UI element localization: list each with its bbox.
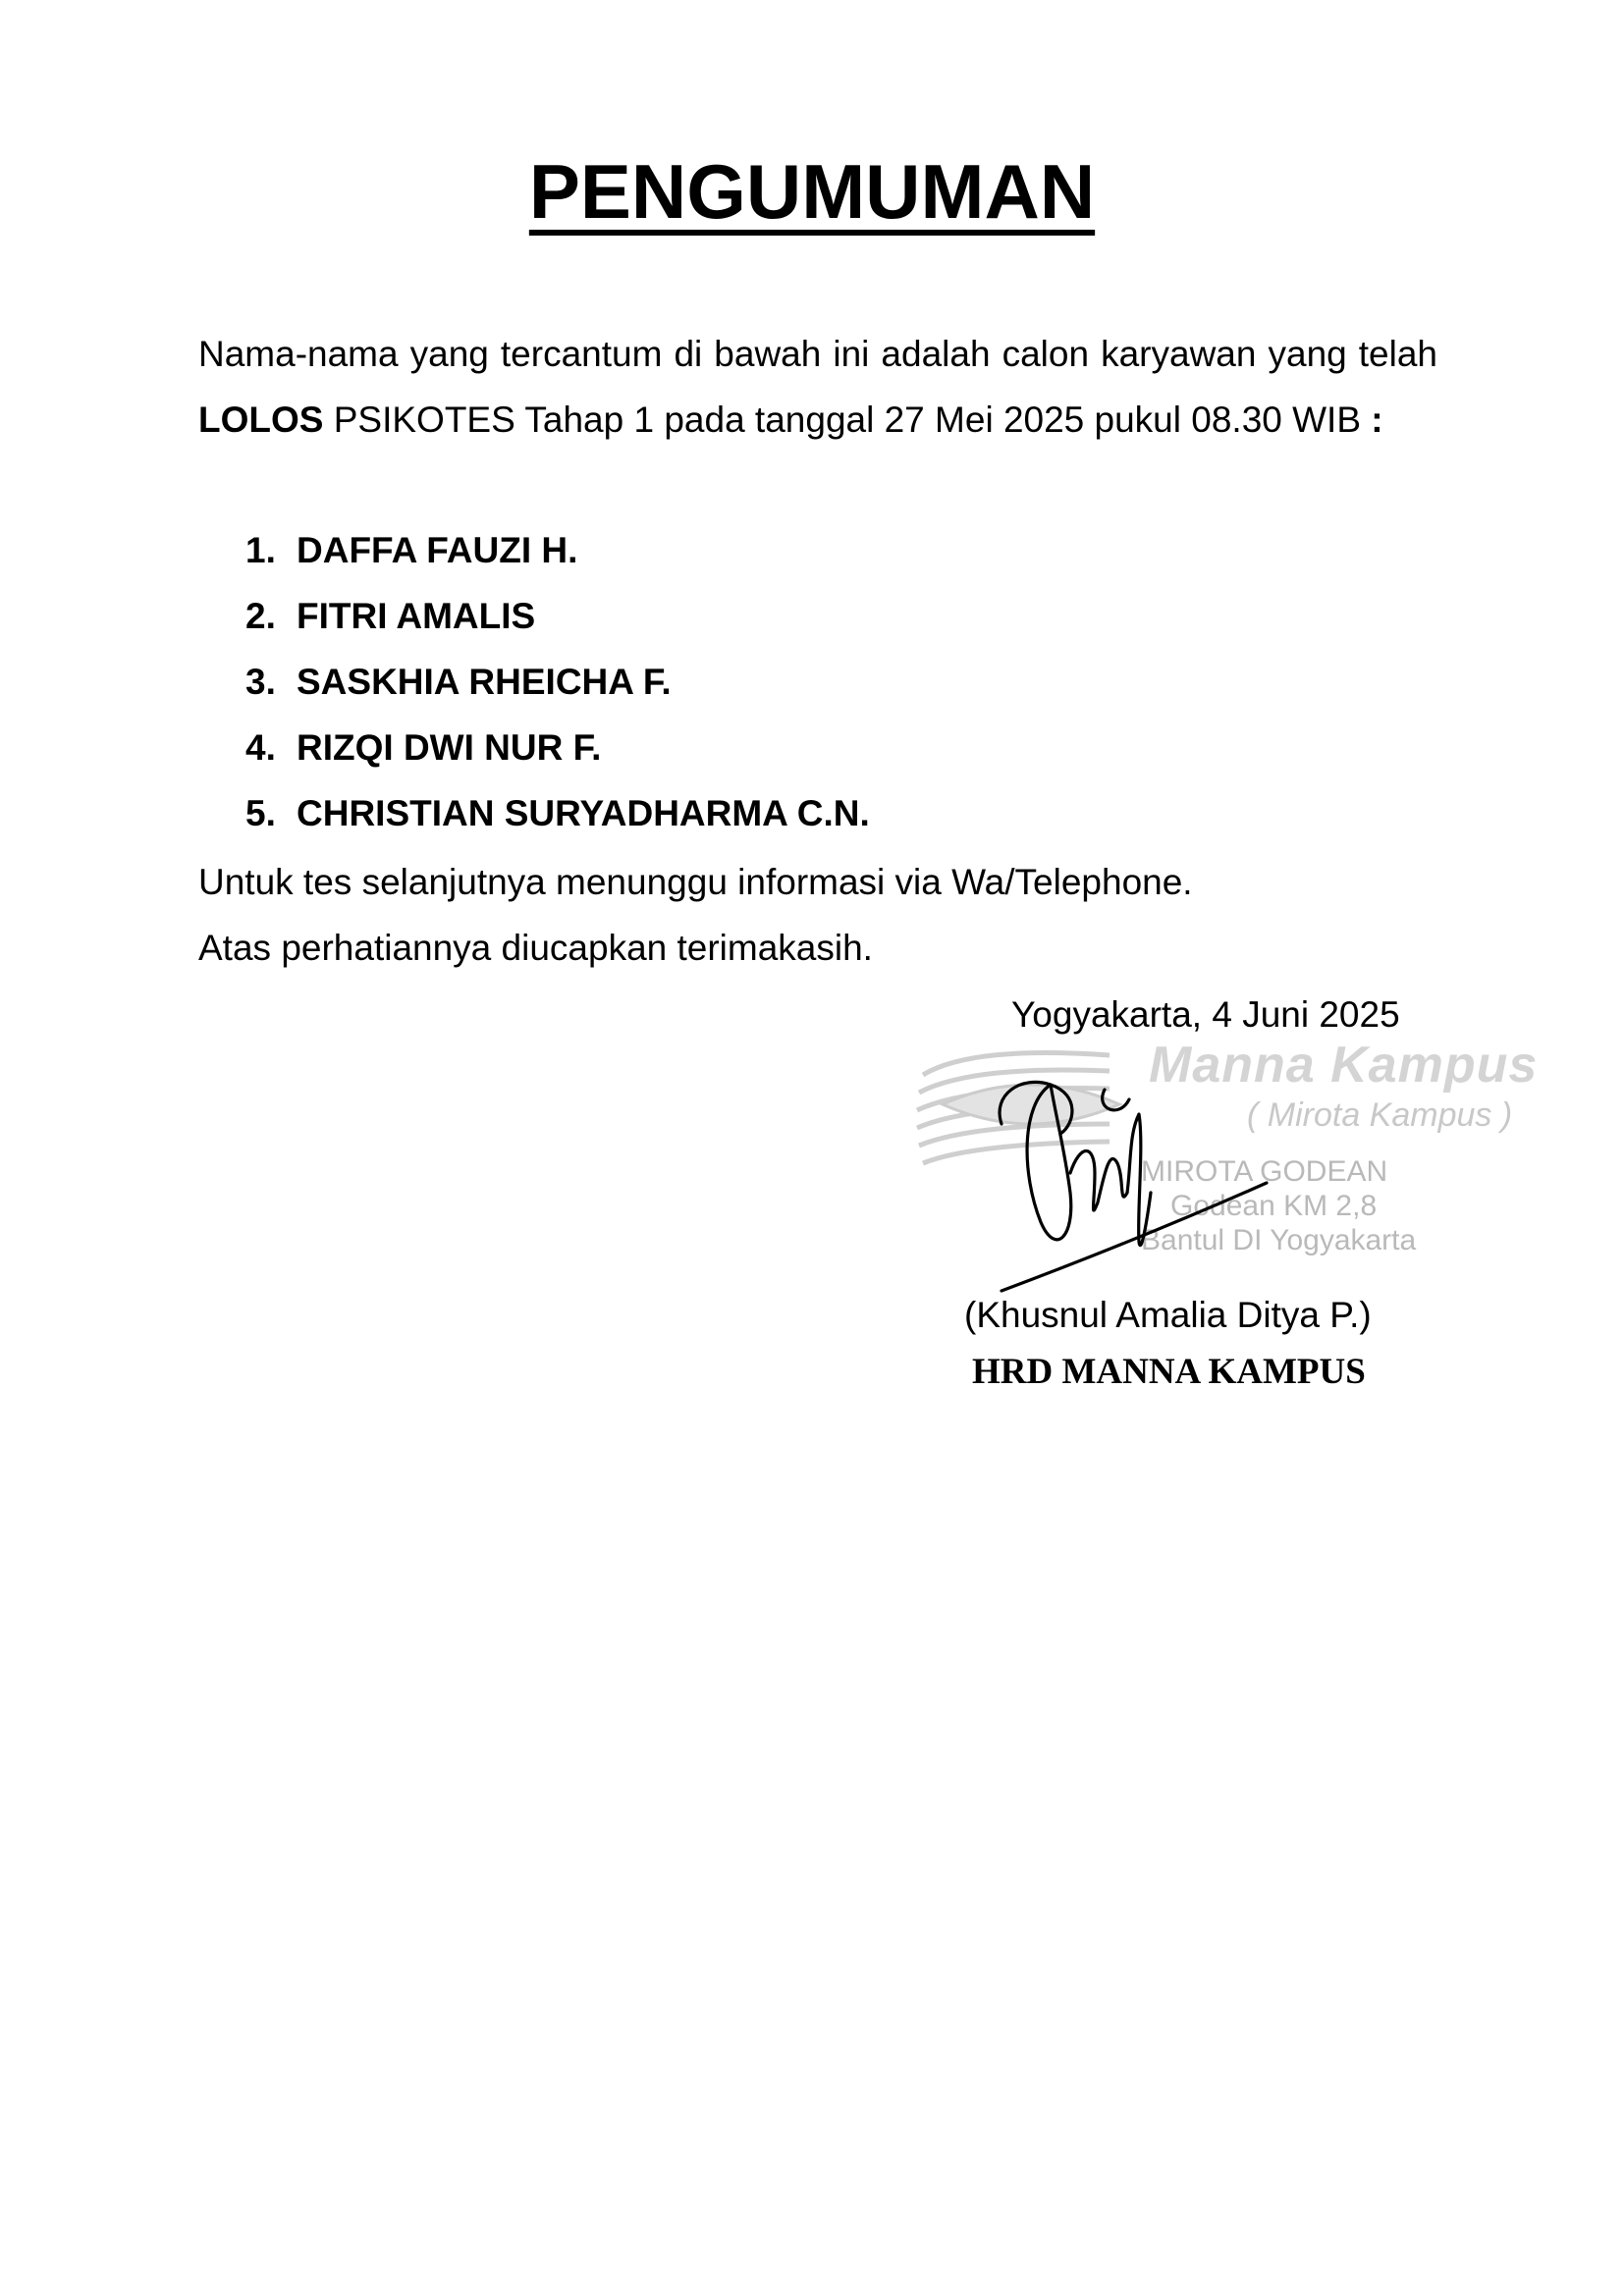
list-item [245, 649, 870, 715]
intro-text-1: Nama-nama yang tercantum di bawah ini adalah calon karyawan yang telah [198, 334, 1437, 374]
candidate-name: RIZQI DWI NUR F. [297, 727, 602, 768]
closing-text [198, 849, 1193, 981]
stamp-brand: Manna Kampus [1149, 1037, 1539, 1094]
closing-line-thanks: Atas perhatiannya diucapkan terimakasih. [198, 928, 873, 968]
candidate-name: SASKHIA RHEICHA F. [297, 662, 672, 702]
list-item [245, 780, 870, 846]
candidate-name: DAFFA FAUZI H. [297, 530, 578, 570]
list-number: 4. [245, 727, 276, 768]
intro-colon: : [1371, 400, 1383, 440]
intro-paragraph [198, 321, 1437, 453]
stamp-line-1: MIROTA GODEAN [1141, 1155, 1388, 1188]
stamp-line-3: Bantul DI Yogyakarta [1141, 1224, 1417, 1256]
passed-candidates-list [245, 517, 870, 846]
signer-name: (Khusnul Amalia Ditya P.) [964, 1295, 1372, 1335]
list-item [245, 715, 870, 780]
handwritten-signature [982, 1055, 1276, 1310]
page-title [0, 147, 1624, 236]
closing-line-info: Untuk tes selanjutnya menunggu informasi via Wa/Telephone. [198, 862, 1193, 902]
list-item [245, 583, 870, 649]
company-name: HRD MANNA KAMPUS [972, 1352, 1366, 1392]
place-and-date: Yogyakarta, 4 Juni 2025 [1011, 994, 1400, 1035]
candidate-name: FITRI AMALIS [297, 596, 536, 636]
stamp-line-2: Godean KM 2,8 [1170, 1190, 1378, 1222]
list-number: 3. [245, 662, 276, 702]
intro-text-2: PSIKOTES Tahap 1 pada tanggal 27 Mei 2025 pukul 08.30 WIB [323, 400, 1372, 440]
intro-bold-status: LOLOS [198, 400, 324, 440]
title-text: PENGUMUMAN [528, 148, 1096, 235]
list-number: 5. [245, 793, 276, 833]
stamp-subtitle: ( Mirota Kampus ) [1247, 1096, 1513, 1134]
list-item [245, 517, 870, 583]
list-number: 2. [245, 596, 276, 636]
list-number: 1. [245, 530, 276, 570]
candidate-name: CHRISTIAN SURYADHARMA C.N. [297, 793, 870, 833]
